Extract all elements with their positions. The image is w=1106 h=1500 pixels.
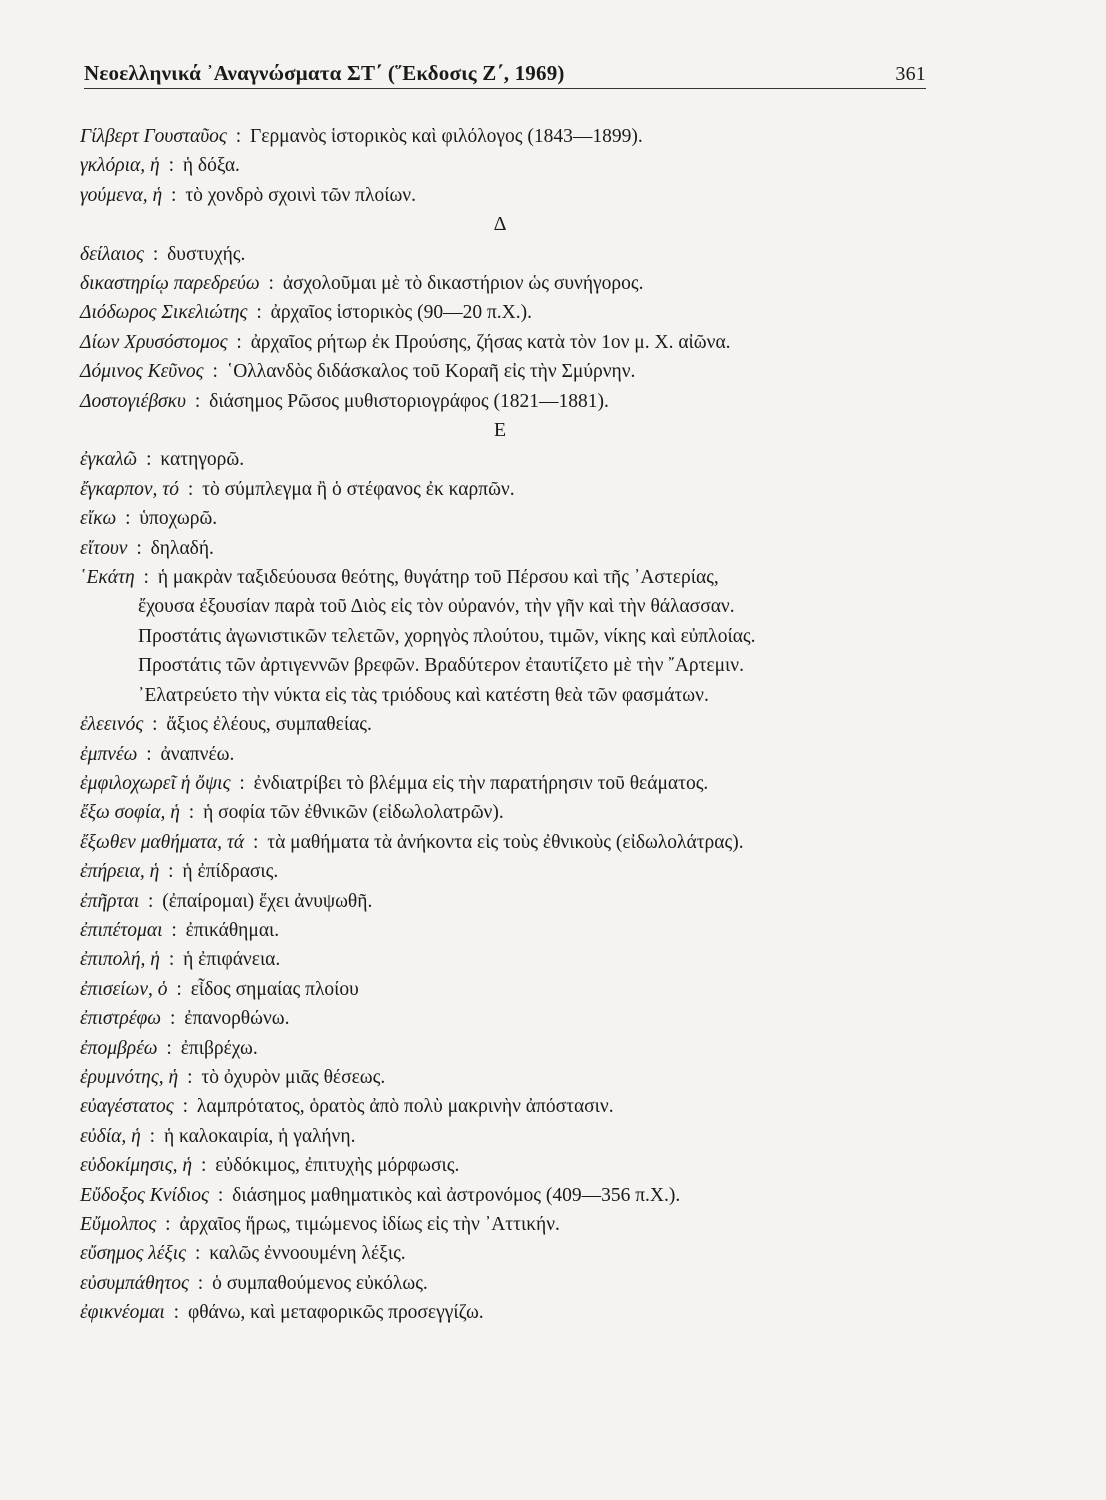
- entry-separator: :: [239, 772, 245, 794]
- entry-separator: :: [217, 1184, 224, 1206]
- entry-term: εὐαγέστατος: [80, 1096, 174, 1118]
- entry-definition: δυστυχής.: [167, 243, 246, 265]
- entry-separator: :: [187, 1066, 193, 1088]
- entry-separator: :: [268, 273, 274, 295]
- entry-separator: :: [165, 1214, 171, 1235]
- glossary-entry: [80, 1210, 960, 1239]
- entry-term: ἔξωθεν μαθήματα, τά: [80, 831, 245, 853]
- entry-definition: τὸ ὀχυρὸν μιᾶς θέσεως.: [201, 1066, 386, 1088]
- glossary-entry: [80, 504, 960, 533]
- entry-separator: :: [197, 1272, 204, 1294]
- section-letter: Δ: [493, 213, 507, 236]
- entry-definition: ἄξιος ἐλέους, συμπαθείας.: [166, 714, 372, 736]
- glossary-entry: [80, 563, 960, 592]
- glossary-entry: [80, 1181, 960, 1210]
- entry-term: ἐγκαλῶ: [80, 449, 138, 471]
- glossary-entry: [80, 828, 960, 857]
- entry-term: ἔξω σοφία, ἡ: [80, 802, 180, 824]
- glossary-entry: [80, 1063, 960, 1092]
- entry-separator: :: [168, 949, 175, 971]
- entry-separator: :: [256, 302, 262, 324]
- glossary-entry: [80, 857, 960, 886]
- entry-separator: :: [182, 1096, 189, 1118]
- entry-definition: δηλαδή.: [150, 537, 214, 559]
- entry-term: Εὔμολπος: [80, 1214, 157, 1235]
- glossary-entry: [80, 445, 960, 474]
- entry-separator: :: [166, 1037, 172, 1059]
- entry-term: Διόδωρος Σικελιώτης: [80, 302, 248, 324]
- glossary-entry: [80, 151, 960, 180]
- glossary-entry: [80, 181, 960, 210]
- entry-separator: :: [200, 1155, 207, 1177]
- entry-definition: (ἐπαίρομαι) ἔχει ἀνυψωθῆ.: [162, 890, 373, 912]
- entry-definition: τὸ χονδρὸ σχοινὶ τῶν πλοίων.: [185, 184, 417, 206]
- entry-term: εἴκω: [80, 508, 117, 530]
- entry-definition: ῾Ολλανδὸς διδάσκαλος τοῦ Κοραῆ εἰς τὴν Σμύρνην.: [226, 361, 636, 383]
- entry-term: ῾Εκάτη: [80, 567, 135, 589]
- entry-term: ἐπιπολή, ἡ: [80, 949, 160, 971]
- entry-separator: :: [136, 537, 142, 559]
- entry-term: γούμενα, ἡ: [80, 184, 163, 206]
- entry-definition: ἐπανορθώνω.: [184, 1008, 290, 1030]
- entry-definition: ἡ μακρὰν ταξιδεύουσα θεότης, θυγάτηρ τοῦ Πέρσου καὶ τῆς ᾽Αστερίας,: [157, 567, 719, 589]
- glossary-entry: [80, 1092, 960, 1121]
- glossary-entry: [80, 240, 960, 269]
- entry-definition: ἐπιβρέχω.: [180, 1037, 258, 1059]
- section-letter: Ε: [493, 419, 507, 442]
- glossary-entry: [80, 945, 960, 974]
- entry-term: δικαστηρίῳ παρεδρεύω: [80, 273, 260, 295]
- entry-term: ἐπήρεια, ἡ: [80, 861, 160, 883]
- glossary-entry: [80, 1151, 960, 1180]
- glossary-entry: [80, 1239, 960, 1268]
- entry-term: Γίλβερτ Γουσταῦος: [80, 126, 227, 147]
- entry-term: εὐσυμπάθητος: [80, 1272, 189, 1294]
- entry-definition: εὐδόκιμος, ἐπιτυχὴς μόρφωσις.: [215, 1155, 460, 1177]
- book-title: Νεοελληνικά ᾽Αναγνώσματα ΣΤ΄ (῞Εκδοσις Ζ΄, 1969): [84, 61, 565, 85]
- entry-separator: :: [148, 890, 154, 912]
- entry-separator: :: [168, 155, 174, 177]
- entry-separator: :: [168, 861, 174, 883]
- entry-definition: ἡ ἐπιφάνεια.: [183, 949, 281, 971]
- entry-definition: ἐπικάθημαι.: [185, 919, 280, 941]
- entry-term: Εὔδοξος Κνίδιος: [80, 1184, 209, 1206]
- entry-definition: ἐνδιατρίβει τὸ βλέμμα εἰς τὴν παρατήρησιν τοῦ θεάματος.: [253, 772, 709, 794]
- entry-term: ἐπομβρέω: [80, 1037, 158, 1059]
- glossary-entry: [80, 269, 960, 298]
- entry-term: ἐμπνέω: [80, 743, 138, 765]
- glossary-entry: [80, 975, 960, 1004]
- glossary-list: [80, 122, 960, 1328]
- entry-term: Δόμινος Κεῦνος: [80, 361, 204, 383]
- entry-definition: ἡ δόξα.: [182, 155, 240, 177]
- glossary-entry: [80, 710, 960, 739]
- entry-term: ἐρυμνότης, ἡ: [80, 1066, 179, 1088]
- glossary-entry: [80, 387, 960, 416]
- entry-definition: τὰ μαθήματα τὰ ἀνήκοντα εἰς τοὺς ἐθνικοὺς (εἰδωλολάτρας).: [267, 831, 744, 853]
- entry-separator: :: [212, 361, 218, 383]
- entry-definition: φθάνω, καὶ μεταφορικῶς προσεγγίζω.: [187, 1302, 484, 1324]
- entry-definition: ὑποχωρῶ.: [139, 508, 218, 530]
- entry-term: δείλαιος: [80, 243, 144, 265]
- glossary-entry: [80, 298, 960, 327]
- entry-term: γκλόρια, ἡ: [80, 155, 160, 177]
- entry-continuation: ᾽Ελατρεύετο τὴν νύκτα εἰς τὰς τριόδους καὶ κατέστη θεὰ τῶν φασμάτων.: [138, 684, 709, 706]
- entry-definition: κατηγορῶ.: [160, 449, 245, 471]
- entry-definition: τὸ σύμπλεγμα ἢ ὁ στέφανος ἐκ καρπῶν.: [202, 478, 515, 500]
- entry-separator: :: [169, 1008, 176, 1030]
- glossary-entry: [80, 740, 960, 769]
- entry-separator: :: [171, 919, 177, 941]
- running-header: [84, 52, 926, 86]
- entry-term: εὐδία, ἡ: [80, 1125, 141, 1147]
- entry-term: Δοστογιέβσκυ: [80, 390, 186, 412]
- entry-separator: :: [188, 802, 195, 824]
- entry-separator: :: [252, 831, 259, 853]
- entry-definition: ἡ καλοκαιρία, ἡ γαλήνη.: [163, 1125, 356, 1147]
- entry-definition: ἀρχαῖος ἥρως, τιμώμενος ἰδίως εἰς τὴν ᾽Αττικήν.: [179, 1214, 560, 1235]
- entry-term: ἐπισείων, ὁ: [80, 978, 168, 1000]
- entry-separator: :: [173, 1302, 180, 1324]
- entry-term: ἐπιπέτομαι: [80, 919, 163, 941]
- entry-separator: :: [171, 184, 177, 206]
- entry-term: ἔγκαρπον, τό: [80, 478, 179, 500]
- glossary-entry: [80, 534, 960, 563]
- glossary-entry: [80, 357, 960, 386]
- glossary-entry: [80, 916, 960, 945]
- entry-definition: Γερμανὸς ἱστορικὸς καὶ φιλόλογος (1843—1899).: [249, 126, 643, 147]
- entry-definition: ὁ συμπαθούμενος εὐκόλως.: [212, 1272, 428, 1294]
- glossary-entry: [80, 798, 960, 827]
- entry-term: Δίων Χρυσόστομος: [80, 331, 228, 353]
- entry-separator: :: [146, 743, 152, 765]
- entry-definition: ἡ σοφία τῶν ἐθνικῶν (εἰδωλολατρῶν).: [203, 802, 504, 824]
- entry-definition: ἀρχαῖος ἱστορικὸς (90—20 π.Χ.).: [270, 302, 533, 324]
- entry-separator: :: [152, 714, 158, 736]
- entry-definition: λαμπρότατος, ὁρατὸς ἀπὸ πολὺ μακρινὴν ἀπόστασιν.: [196, 1096, 614, 1118]
- entry-definition: διάσημος μαθηματικὸς καὶ ἀστρονόμος (409—356 π.Χ.).: [232, 1184, 681, 1206]
- entry-definition: καλῶς ἐννοουμένη λέξις.: [209, 1243, 406, 1265]
- glossary-entry: [80, 887, 960, 916]
- glossary-entry: [80, 328, 960, 357]
- entry-separator: :: [194, 1243, 201, 1265]
- entry-term: ἐπῆρται: [80, 890, 140, 912]
- entry-separator: :: [152, 243, 159, 265]
- header-rule: [84, 88, 926, 89]
- entry-term: εἴτουν: [80, 537, 128, 559]
- entry-separator: :: [236, 331, 242, 353]
- entry-definition: ἀρχαῖος ρήτωρ ἐκ Προύσης, ζήσας κατὰ τὸν 1ον μ. Χ. αἰῶνα.: [250, 331, 731, 353]
- entry-continuation: ἔχουσα ἐξουσίαν παρὰ τοῦ Διὸς εἰς τὸν οὐρανόν, τὴν γῆν καὶ τὴν θάλασσαν.: [138, 596, 735, 618]
- entry-separator: :: [125, 508, 131, 530]
- entry-definition: ἀσχολοῦμαι μὲ τὸ δικαστήριον ὡς συνήγορος.: [282, 273, 644, 295]
- glossary-entry: [80, 1298, 960, 1327]
- entry-term: ἐλεεινός: [80, 714, 144, 736]
- glossary-entry: [80, 1122, 960, 1151]
- entry-term: εὔσημος λέξις: [80, 1243, 187, 1265]
- entry-continuation: Προστάτις ἀγωνιστικῶν τελετῶν, χορηγὸς πλούτου, τιμῶν, νίκης καὶ εὐπλοίας.: [138, 625, 756, 647]
- entry-separator: :: [187, 478, 194, 500]
- entry-continuation: Προστάτις τῶν ἀρτιγεννῶν βρεφῶν. Βραδύτερον ἐταυτίζετο μὲ τὴν ῎Αρτεμιν.: [138, 655, 744, 677]
- entry-separator: :: [176, 978, 182, 1000]
- entry-term: ἐφικνέομαι: [80, 1302, 165, 1324]
- entry-separator: :: [235, 126, 242, 147]
- entry-separator: :: [194, 390, 201, 412]
- glossary-entry: [80, 122, 960, 151]
- glossary-entry: [80, 1034, 960, 1063]
- entry-term: ἐπιστρέφω: [80, 1008, 162, 1030]
- entry-separator: :: [146, 449, 152, 471]
- entry-definition: ἡ ἐπίδρασις.: [182, 861, 279, 883]
- glossary-entry: [80, 769, 960, 798]
- entry-term: εὐδοκίμησις, ἡ: [80, 1155, 193, 1177]
- entry-separator: :: [143, 567, 149, 589]
- entry-definition: διάσημος Ρῶσος μυθιστοριογράφος (1821—1881).: [209, 390, 609, 412]
- entry-term: ἐμφιλοχωρεῖ ἡ ὄψις: [80, 772, 231, 794]
- page-number: 361: [895, 63, 926, 85]
- glossary-entry: [80, 475, 960, 504]
- glossary-entry: [80, 1004, 960, 1033]
- entry-definition: ἀναπνέω.: [160, 743, 235, 765]
- glossary-entry: [80, 1269, 960, 1298]
- entry-separator: :: [149, 1125, 156, 1147]
- entry-definition: εἶδος σημαίας πλοίου: [190, 978, 359, 1000]
